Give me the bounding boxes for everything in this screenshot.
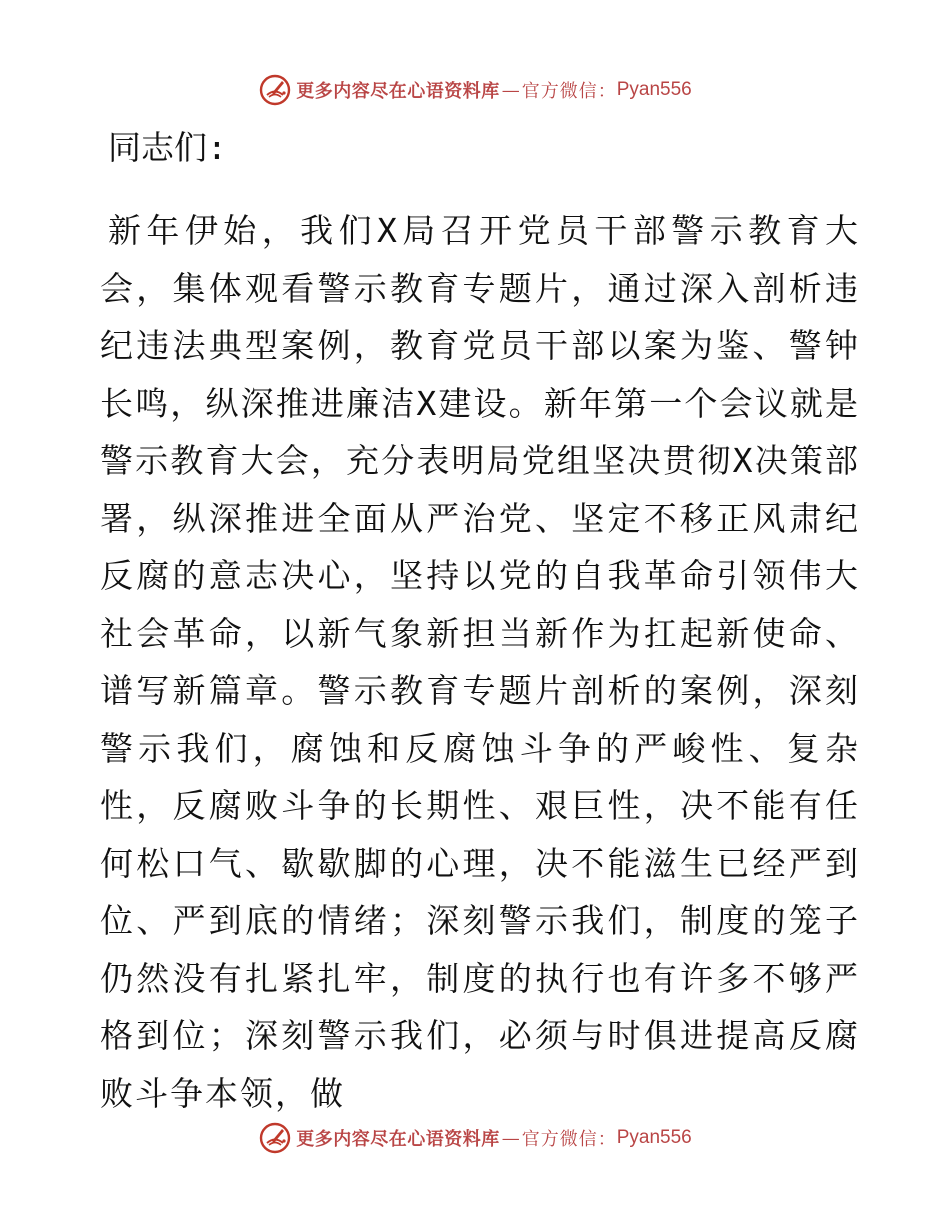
watermark-brand: 更多内容尽在心语资料库 xyxy=(296,81,500,102)
watermark-wechat-id: Pyan556 xyxy=(616,1127,692,1148)
watermark-brand: 更多内容尽在心语资料库 xyxy=(296,1129,500,1150)
salutation: 同志们: xyxy=(108,128,227,167)
watermark-wechat-label: 官方微信： xyxy=(521,1129,617,1150)
pen-book-logo-icon xyxy=(258,1121,292,1155)
watermark-wechat-label: 官方微信： xyxy=(521,81,617,102)
watermark-separator: — xyxy=(501,1127,520,1149)
watermark-separator: — xyxy=(501,79,520,101)
watermark-banner-bottom xyxy=(0,1118,950,1158)
watermark-wechat-id: Pyan556 xyxy=(616,79,692,100)
document-body xyxy=(100,124,860,1122)
pen-book-logo-icon xyxy=(258,73,292,107)
watermark-banner-top xyxy=(0,70,950,110)
body-paragraph: 新年伊始，我们X局召开党员干部警示教育大会，集体观看警示教育专题片，通过深入剖析违纪违法典型案例，教育党员干部以案为鉴、警钟长鸣，纵深推进廉洁X建设。新年第一个会议就是警示教育大会，充分表明局党组坚决贯彻X决策部署，纵深推进全面从严治党、坚定不移正风肃纪反腐的意志决心，坚持以党的自我革命引领伟大社会革命，以新气象新担当新作为扛起新使命、谱写新篇章。警示教育专题片剖析的案例，深刻警示我们，腐蚀和反腐蚀斗争的严峻性、复杂性，反腐败斗争的长期性、艰巨性，决不能有任何松口气、歇歇脚的心理，决不能滋生已经严到位、严到底的情绪；深刻警示我们，制度的笼子仍然没有扎紧扎牢，制度的执行也有许多不够严格到位；深刻警示我们，必须与时俱进提高反腐败斗争本领，做 xyxy=(100,211,860,1113)
